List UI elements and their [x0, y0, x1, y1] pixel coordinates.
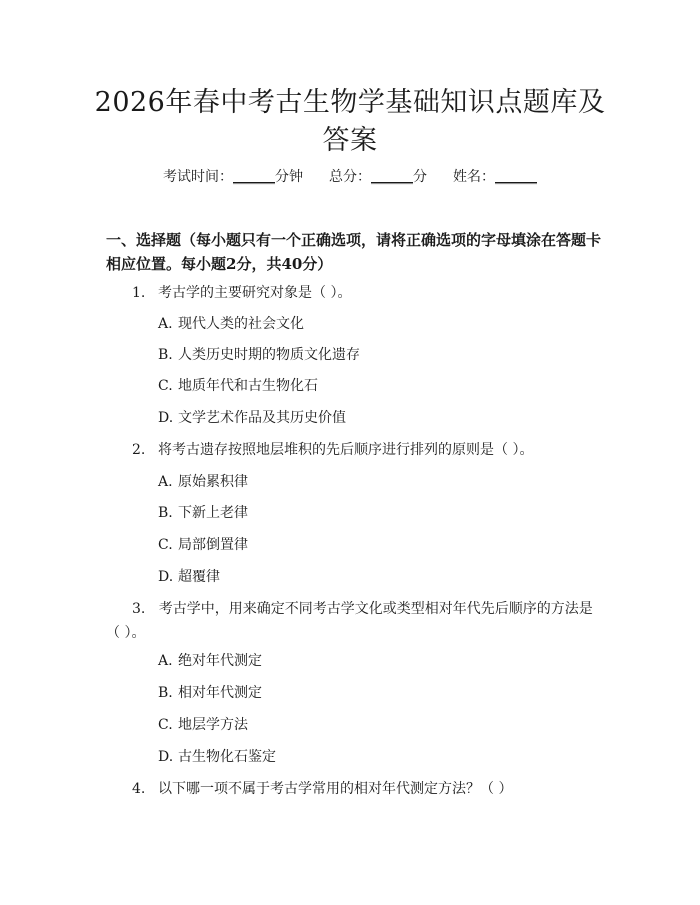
question-3-option-d — [158, 746, 578, 768]
option-text: 下新上老律 — [178, 505, 248, 521]
question-3-option-a — [158, 650, 578, 672]
option-letter: C. — [158, 537, 173, 553]
question-2-option-d — [158, 566, 578, 588]
time-blank: ______ — [233, 169, 275, 185]
question-text: 以下哪一项不属于考古学常用的相对年代测定方法？（ ） — [158, 781, 513, 797]
option-text: 局部倒置律 — [178, 537, 248, 553]
question-2-option-b — [158, 502, 578, 524]
option-letter: D. — [158, 410, 174, 426]
question-3-option-c — [158, 714, 578, 736]
name-label: 姓名： — [453, 169, 495, 185]
question-3 — [106, 597, 606, 645]
question-1 — [106, 281, 606, 305]
option-text: 原始累积律 — [178, 474, 248, 490]
question-2-option-c — [158, 534, 578, 556]
option-letter: D. — [158, 569, 174, 585]
option-text: 文学艺术作品及其历史价值 — [178, 410, 346, 426]
question-number: 4. — [132, 781, 146, 797]
option-text: 相对年代测定 — [178, 685, 262, 701]
option-letter: A. — [158, 316, 173, 332]
question-1-option-a — [158, 313, 578, 335]
question-4 — [106, 777, 606, 801]
option-letter: B. — [158, 347, 173, 363]
option-text: 超覆律 — [178, 569, 220, 585]
document-title: 2026年春中考古生物学基础知识点题库及答案 — [94, 87, 606, 156]
question-1-option-b — [158, 344, 578, 366]
name-blank: ______ — [495, 169, 537, 185]
question-3-option-b — [158, 682, 578, 704]
option-text: 地层学方法 — [178, 717, 248, 733]
option-letter: A. — [158, 474, 173, 490]
option-text: 绝对年代测定 — [178, 653, 262, 669]
time-label: 考试时间： — [163, 169, 233, 185]
question-text: 考古学中，用来确定不同考古学文化或类型相对年代先后顺序的方法是（ ）。 — [106, 601, 593, 641]
option-text: 现代人类的社会文化 — [178, 316, 304, 332]
option-letter: D. — [158, 749, 174, 765]
option-letter: C. — [158, 717, 173, 733]
time-unit: 分钟 — [275, 169, 303, 185]
question-2-option-a — [158, 471, 578, 493]
option-letter: B. — [158, 685, 173, 701]
option-letter: C. — [158, 378, 173, 394]
question-1-option-d — [158, 407, 578, 429]
question-text: 将考古遗存按照地层堆积的先后顺序进行排列的原则是（ ）。 — [158, 442, 534, 458]
score-label: 总分： — [329, 169, 371, 185]
option-text: 地质年代和古生物化石 — [178, 378, 318, 394]
question-number: 1. — [132, 285, 146, 301]
exam-meta-line — [0, 166, 700, 188]
option-text: 人类历史时期的物质文化遗存 — [178, 347, 360, 363]
question-2 — [106, 438, 606, 462]
score-unit: 分 — [413, 169, 427, 185]
option-text: 古生物化石鉴定 — [178, 749, 276, 765]
question-number: 2. — [132, 442, 146, 458]
question-number: 3. — [132, 601, 146, 617]
option-letter: B. — [158, 505, 173, 521]
section-heading: 一、选择题（每小题只有一个正确选项，请将正确选项的字母填涂在答题卡相应位置。每小题2分，共40分） — [106, 231, 602, 273]
question-text: 考古学的主要研究对象是（ ）。 — [158, 285, 352, 301]
question-1-option-c — [158, 375, 578, 397]
score-blank: ______ — [371, 169, 413, 185]
option-letter: A. — [158, 653, 173, 669]
